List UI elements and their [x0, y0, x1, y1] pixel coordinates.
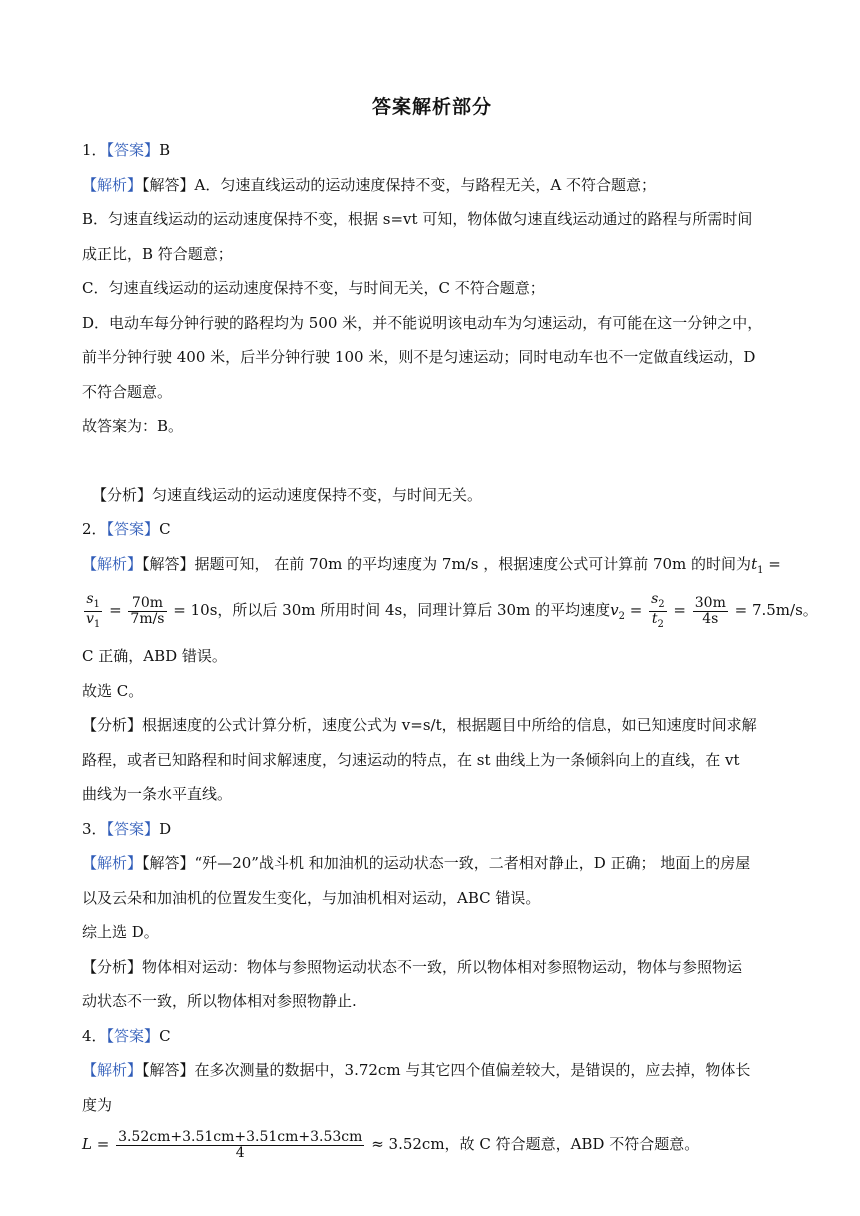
q1-text-3: 成正比，B 符合题意；: [82, 244, 233, 263]
q2-eq-3: =: [624, 601, 648, 619]
q2-f3-den: t: [651, 610, 658, 627]
q2-t1-symbol: t: [751, 554, 758, 573]
q2-result-1: = 10s，所以后 30m 所用时间 4s，同理计算后 30m 的平均速度: [168, 601, 611, 619]
q2-f1-num: s: [86, 591, 94, 608]
q4-frac-num: 3.52cm+3.51cm+3.51cm+3.53cm: [118, 1128, 363, 1145]
q2-fraction-s2-t2: [649, 592, 667, 630]
q1-text-4: C．匀速直线运动的运动速度保持不变，与时间无关，C 不符合题意；: [82, 279, 545, 297]
q2-analysis-2: 路程，或者已知路程和时间求解速度，匀速运动的特点，在 st 曲线上为一条倾斜向上的直线，在 vt: [82, 750, 740, 769]
q2-f1-den-sub: 1: [93, 618, 101, 630]
q1-text-1: A．匀速直线运动的运动速度保持不变，与路程无关，A 不符合题意；: [194, 175, 656, 194]
q4-L-symbol: L: [82, 1135, 92, 1153]
q4-formula-line: [82, 1122, 782, 1166]
q4-answer-line: [82, 1019, 782, 1054]
q2-fraction-30m-4s: [693, 596, 728, 626]
q2-v2-sub: 2: [618, 611, 625, 622]
q2-text-1: 据题可知， 在前 70m 的平均速度为 7m/s ，根据速度公式可计算前 70m 的时间为: [194, 554, 752, 573]
q4-result: ≈ 3.52cm，故 C 符合题意，ABD 不符合题意。: [366, 1135, 700, 1153]
q3-conclusion: 综上选 D。: [82, 923, 159, 941]
q4-answer-tag: 【答案】: [106, 1026, 160, 1045]
q2-f2-den: 7m/s: [130, 610, 165, 627]
q2-fraction-s1-v1: [84, 592, 102, 630]
q2-answer-line: [82, 512, 782, 547]
q1-number: 1．: [82, 141, 107, 159]
q3-answer-line: [82, 812, 782, 847]
q4-frac-den: 4: [235, 1144, 245, 1161]
q4-text-2: 度为: [82, 1095, 113, 1114]
q2-conclusion: 故选 C。: [82, 681, 144, 700]
q1-text-2: B．匀速直线运动的运动速度保持不变，根据 s=vt 可知，物体做匀速直线运动通过的路程与所需时间: [82, 210, 753, 228]
q2-fraction-70m-7ms: [128, 596, 166, 626]
q1-analysis: 【分析】匀速直线运动的运动速度保持不变，与时间无关。: [92, 485, 483, 504]
q4-solve-tag: 【解答】: [142, 1061, 195, 1079]
q2-f4-num: 30m: [694, 594, 726, 611]
q2-analysis-1: 【分析】根据速度的公式计算分析，速度公式为 v=s/t，根据题目中所给的信息，如已知速度时间求解: [82, 716, 757, 734]
q2-result-2: = 7.5m/s。: [729, 601, 818, 619]
q4-average-fraction: [116, 1130, 364, 1160]
q2-number: 2．: [82, 520, 107, 538]
q2-f2-num: 70m: [128, 596, 166, 612]
answer-page: [82, 92, 818, 1166]
q4-explain-line-1: [82, 1053, 782, 1088]
q3-text-2: 以及云朵和加油机的位置发生变化，与加油机相对运动，ABC 错误。: [82, 888, 541, 907]
q2-answer-tag: 【答案】: [106, 520, 160, 538]
q1-solve-tag: 【解答】: [142, 175, 195, 194]
q2-explain-tag: 【解析】: [82, 554, 143, 573]
q2-v2-symbol: v: [610, 601, 619, 619]
q3-solve-tag: 【解答】: [142, 854, 195, 872]
q2-f1-den: v: [86, 610, 94, 627]
q3-analysis-1: 【分析】物体相对运动：物体与参照物运动状态不一致，所以物体相对参照物运动，物体与参照物运: [82, 957, 743, 976]
q1-answer-tag: 【答案】: [106, 141, 160, 159]
q3-explain-line-1: [82, 846, 782, 881]
q1-answer: B: [159, 141, 171, 159]
q3-answer-tag: 【答案】: [106, 819, 160, 838]
q2-f4-den: 4s: [702, 610, 719, 627]
q2-t1-sub: 1: [757, 564, 764, 576]
q1-explain-line-1: [82, 168, 782, 203]
q4-text-1: 在多次测量的数据中，3.72cm 与其它四个值偏差较大，是错误的，应去掉，物体长: [194, 1061, 751, 1079]
q4-explain-tag: 【解析】: [82, 1061, 143, 1079]
q1-conclusion: 故答案为：B。: [82, 417, 184, 435]
page-title: 答案解析部分: [371, 96, 492, 118]
q2-f3-num-sub: 2: [658, 599, 665, 610]
q2-eq-sign: =: [763, 554, 781, 573]
q1-text-5: D．电动车每分钟行驶的路程均为 500 米，并不能说明该电动车为匀速运动，有可能在这一分钟之中，: [82, 313, 763, 332]
q3-answer: D: [159, 819, 172, 838]
q4-number: 4．: [82, 1026, 107, 1045]
q4-eq: =: [91, 1135, 115, 1153]
q1-text-7: 不符合题意。: [82, 382, 173, 401]
q2-text-3: C 正确，ABD 错误。: [82, 647, 227, 665]
q2-explain-line-1: [82, 547, 782, 589]
q2-eq-2: =: [104, 601, 127, 619]
q2-solve-tag: 【解答】: [142, 554, 195, 573]
q2-f3-num: s: [651, 591, 659, 608]
q2-f1-num-sub: 1: [93, 599, 100, 610]
q2-f3-den-sub: 2: [657, 618, 664, 630]
q3-explain-tag: 【解析】: [82, 854, 143, 872]
q3-analysis-2: 动状态不一致，所以物体相对参照物静止.: [82, 992, 357, 1010]
q2-eq-4: =: [668, 601, 691, 619]
q1-explain-tag: 【解析】: [82, 175, 143, 194]
q4-answer: C: [159, 1026, 171, 1045]
q1-text-6: 前半分钟行驶 400 米，后半分钟行驶 100 米，则不是匀速运动；同时电动车也不一定做直线运动，D: [82, 348, 756, 366]
q2-answer: C: [159, 520, 171, 538]
q3-number: 3．: [82, 819, 107, 838]
q2-formula-line: [82, 588, 818, 639]
q2-analysis-3: 曲线为一条水平直线。: [82, 785, 233, 803]
q3-text-1: “歼—20”战斗机 和加油机的运动状态一致，二者相对静止，D 正确； 地面上的房屋: [194, 854, 751, 872]
q1-answer-line: [82, 133, 782, 168]
